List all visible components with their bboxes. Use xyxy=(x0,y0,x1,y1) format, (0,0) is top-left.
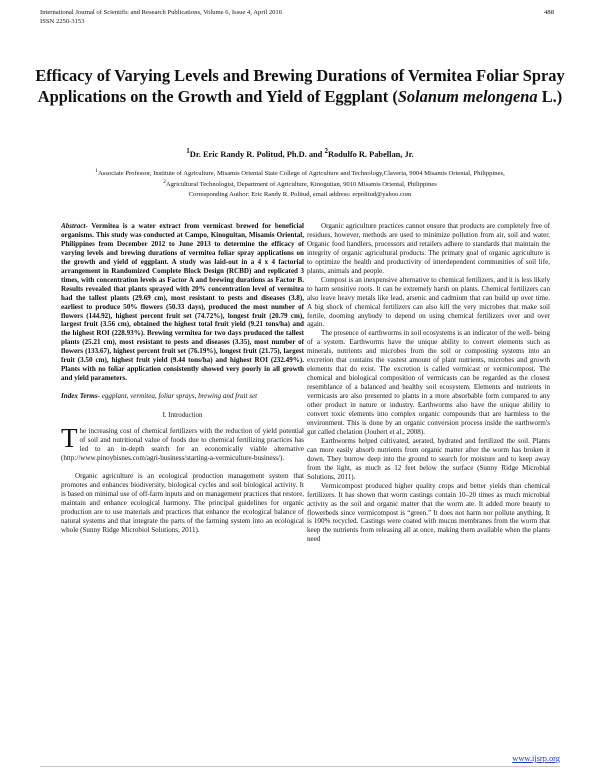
right-paragraph-4: Earthworms helped cultivated, aerated, hydrated and fertilized the soil. Plants can more easily absorb nutrients from organic matter after the worm has broken it down. They burrow deep into the ground to search for moisture and to keep away from the light, as much as 12 feet below the surface (Sunny Ridge Microbial Solutions, 2011). xyxy=(307,436,550,481)
page-number: 488 xyxy=(544,9,554,16)
intro-paragraph-2: Organic agriculture is an ecological production management system that promotes and enhances biodiversity, biological cycles and soil biological activity. It is based on minimal use of off-farm inputs and on management practices that restore, maintain and enhance ecological harmony. The principal guidelines for organic production are to use materials and practices that enhance the ecological balance of natural systems and that integrate the parts of the farming system into an ecological whole (Sunny Ridge Microbiol Solutions, 2011). xyxy=(61,471,304,534)
journal-name: International Journal of Scientific and Research Publications, Volume 6, Issue 4, April 2016 xyxy=(40,9,283,16)
affil1-sup: 1 xyxy=(95,168,98,174)
abstract-text: Vermitea is a water extract from vermicast brewed for beneficial organisms. This study was conducted at Campo, Kinoguitan, Misamis Oriental, Philippines from December 2012 to June 2013 to determine the efficacy of varying levels and brewing durations of vermitea foliar spray applications on the growth and yield of eggplant. A study was laid-out in a 4 x 4 factorial arrangement in Randomized Complete Block Design (RCBD) and replicated 3 times, with concentration levels as Factor A and brewing durations as Factor B. Results revealed that plants sprayed with 20% concentration level of vermitea had the tallest plants (29.69 cm), most resistant to pests and diseases (3.8), earliest to produce 50% flowers (50.33 days), produced the most number of flowers (144.92), highest percent fruit set (74.72%), longest fruit (20.79 cm), largest fruit (3.56 cm), obtained the highest total fruit yield (9.21 tons/ha) and the highest ROI (228.93%). Brewing vermitea for two days produced the tallest plants (25.21 cm), most resistant to pests and diseases (3.35), most number of flowers (133.67), highest percent fruit set (76.19%), longest fruit (21.75), largest fruit (3.50 cm), highest fruit yield (9.44 tons/ha) and highest ROI (232.49%). Plants with no foliar application consistently showed very poorly in all growth and yield parameters. xyxy=(61,222,304,383)
journal-header xyxy=(40,9,282,26)
footer-divider xyxy=(40,766,560,767)
right-column xyxy=(307,222,550,544)
author1-sup: 1 xyxy=(186,147,190,155)
affil2-text: Agricultural Technologist, Department of Agriculture, Kinoguitan, 9010 Misamis Oriental, Philippines xyxy=(165,181,437,189)
right-paragraph-1: Organic agriculture practices cannot ensure that products are completely free of residues, however, methods are used to minimize pollution from air, soil and water. Organic food handlers, processors and retailers adhere to standards that maintain the integrity of organic agricultural products. The primary goal of organic agriculture is to optimize the health and productivity of interdependent communities of soil life, plants, animals and people. xyxy=(307,222,550,275)
author2: Rodulfo R. Pabellan, Jr. xyxy=(327,149,414,159)
affiliation-2 xyxy=(40,178,560,189)
right-paragraph-5: Vermicompost produced higher quality crops and better yields than chemical fertilizers. It has shown that worm castings contain 10–20 times as much microbial activity as the soil and organic matter that the worm ate. It added more beauty to flowerbeds since vermicompost is “green.” It does not harm nor pollute anything. It is 100% recycled. Castings were coated with mucus membranes from the worm that keep the nutrients from releasing all at once, making them available when the plants need xyxy=(307,481,550,544)
author2-sup: 2 xyxy=(324,147,328,155)
title-suffix: L.) xyxy=(537,86,563,106)
index-terms-text: - eggplant, vermitea, foliar sprays, brewing and fruit set xyxy=(97,392,258,401)
paper-title xyxy=(30,66,570,107)
journal-website-link[interactable]: www.ijsrp.org xyxy=(512,754,560,763)
index-terms-label: Index Terms xyxy=(61,392,98,401)
left-column xyxy=(61,222,304,535)
affil1-text: Associate Professor, Institute of Agriculture, Misamis Oriental State College of Agriculture and Technology,Claveria, 9004 Misamis Oriental, Philippines, xyxy=(98,170,505,178)
index-terms xyxy=(61,392,304,401)
title-main: Efficacy of Varying Levels and Brewing Durations of Vermitea Foliar Spray Applications on the Growth and Yield of Eggplant ( xyxy=(35,66,565,106)
right-paragraph-3: The presence of earthworms in soil ecosystems is an indicator of the well- being of a system. Earthworms have the unique ability to convert elements such as minerals, nutrients and microbes from the soil or composting systems into an excretion that contains the vastest amount of plant nutrients, microbes and growth elements that do exist. The excretion is called vermicast or vermicompost. The chemical and biological composition of vermicasts can be regarded as the closest resemblance of a balanced and healthy soil ecosystem. Elements and nutrients in vermicasts are also presented to plants in a more absorbable form compared to any other product in nature or industry. Earthworms also have the unique ability to convert toxic elements into complex organic compounds that are harmless to the environment. This is done by an organic conversion process inside the earthworm's gut called chelation (Joubert et al., 2008). xyxy=(307,329,550,436)
right-paragraph-2: Compost is an inexpensive alternative to chemical fertilizers, and it is less likely to harm sensitive roots. It can be extremely harsh on plants. Chemical fertilizers can also leave heavy metals like lead, arsenic and cadmium that can build up over time. A big shock of chemical fertilizers can also kill the very microbes that make soil fertile, dooming anybody to depend on using chemical fertilizers over and over again. xyxy=(307,275,550,329)
intro-heading: I. Introduction xyxy=(162,412,203,420)
issn: ISSN 2250-3153 xyxy=(40,17,85,25)
abstract-label: Abstract- xyxy=(61,222,88,230)
intro-paragraph-1 xyxy=(61,423,304,463)
corresponding-author: Corresponding Author: Eric Randy R. Politud, email address: erpolitud@yahoo.com xyxy=(188,190,412,198)
abstract xyxy=(61,222,304,383)
title-species: Solanum melongena xyxy=(397,86,538,106)
dropcap: T xyxy=(61,423,78,454)
affil2-sup: 2 xyxy=(163,179,166,186)
affiliation-1 xyxy=(40,167,560,178)
authors xyxy=(30,147,570,159)
author1: Dr. Eric Randy R. Politud, Ph.D. and xyxy=(189,149,325,159)
intro-p1-text: he increasing cost of chemical fertilizers with the reduction of yield potential of soil and nutritional value of foods due to chemical fertilizing practices has led to an in-depth search for an economically viable alternative (http://www.pinoybisnes.com/agri-business/starting-a-vermiculture-business/). xyxy=(61,427,304,462)
affiliations xyxy=(40,167,560,199)
